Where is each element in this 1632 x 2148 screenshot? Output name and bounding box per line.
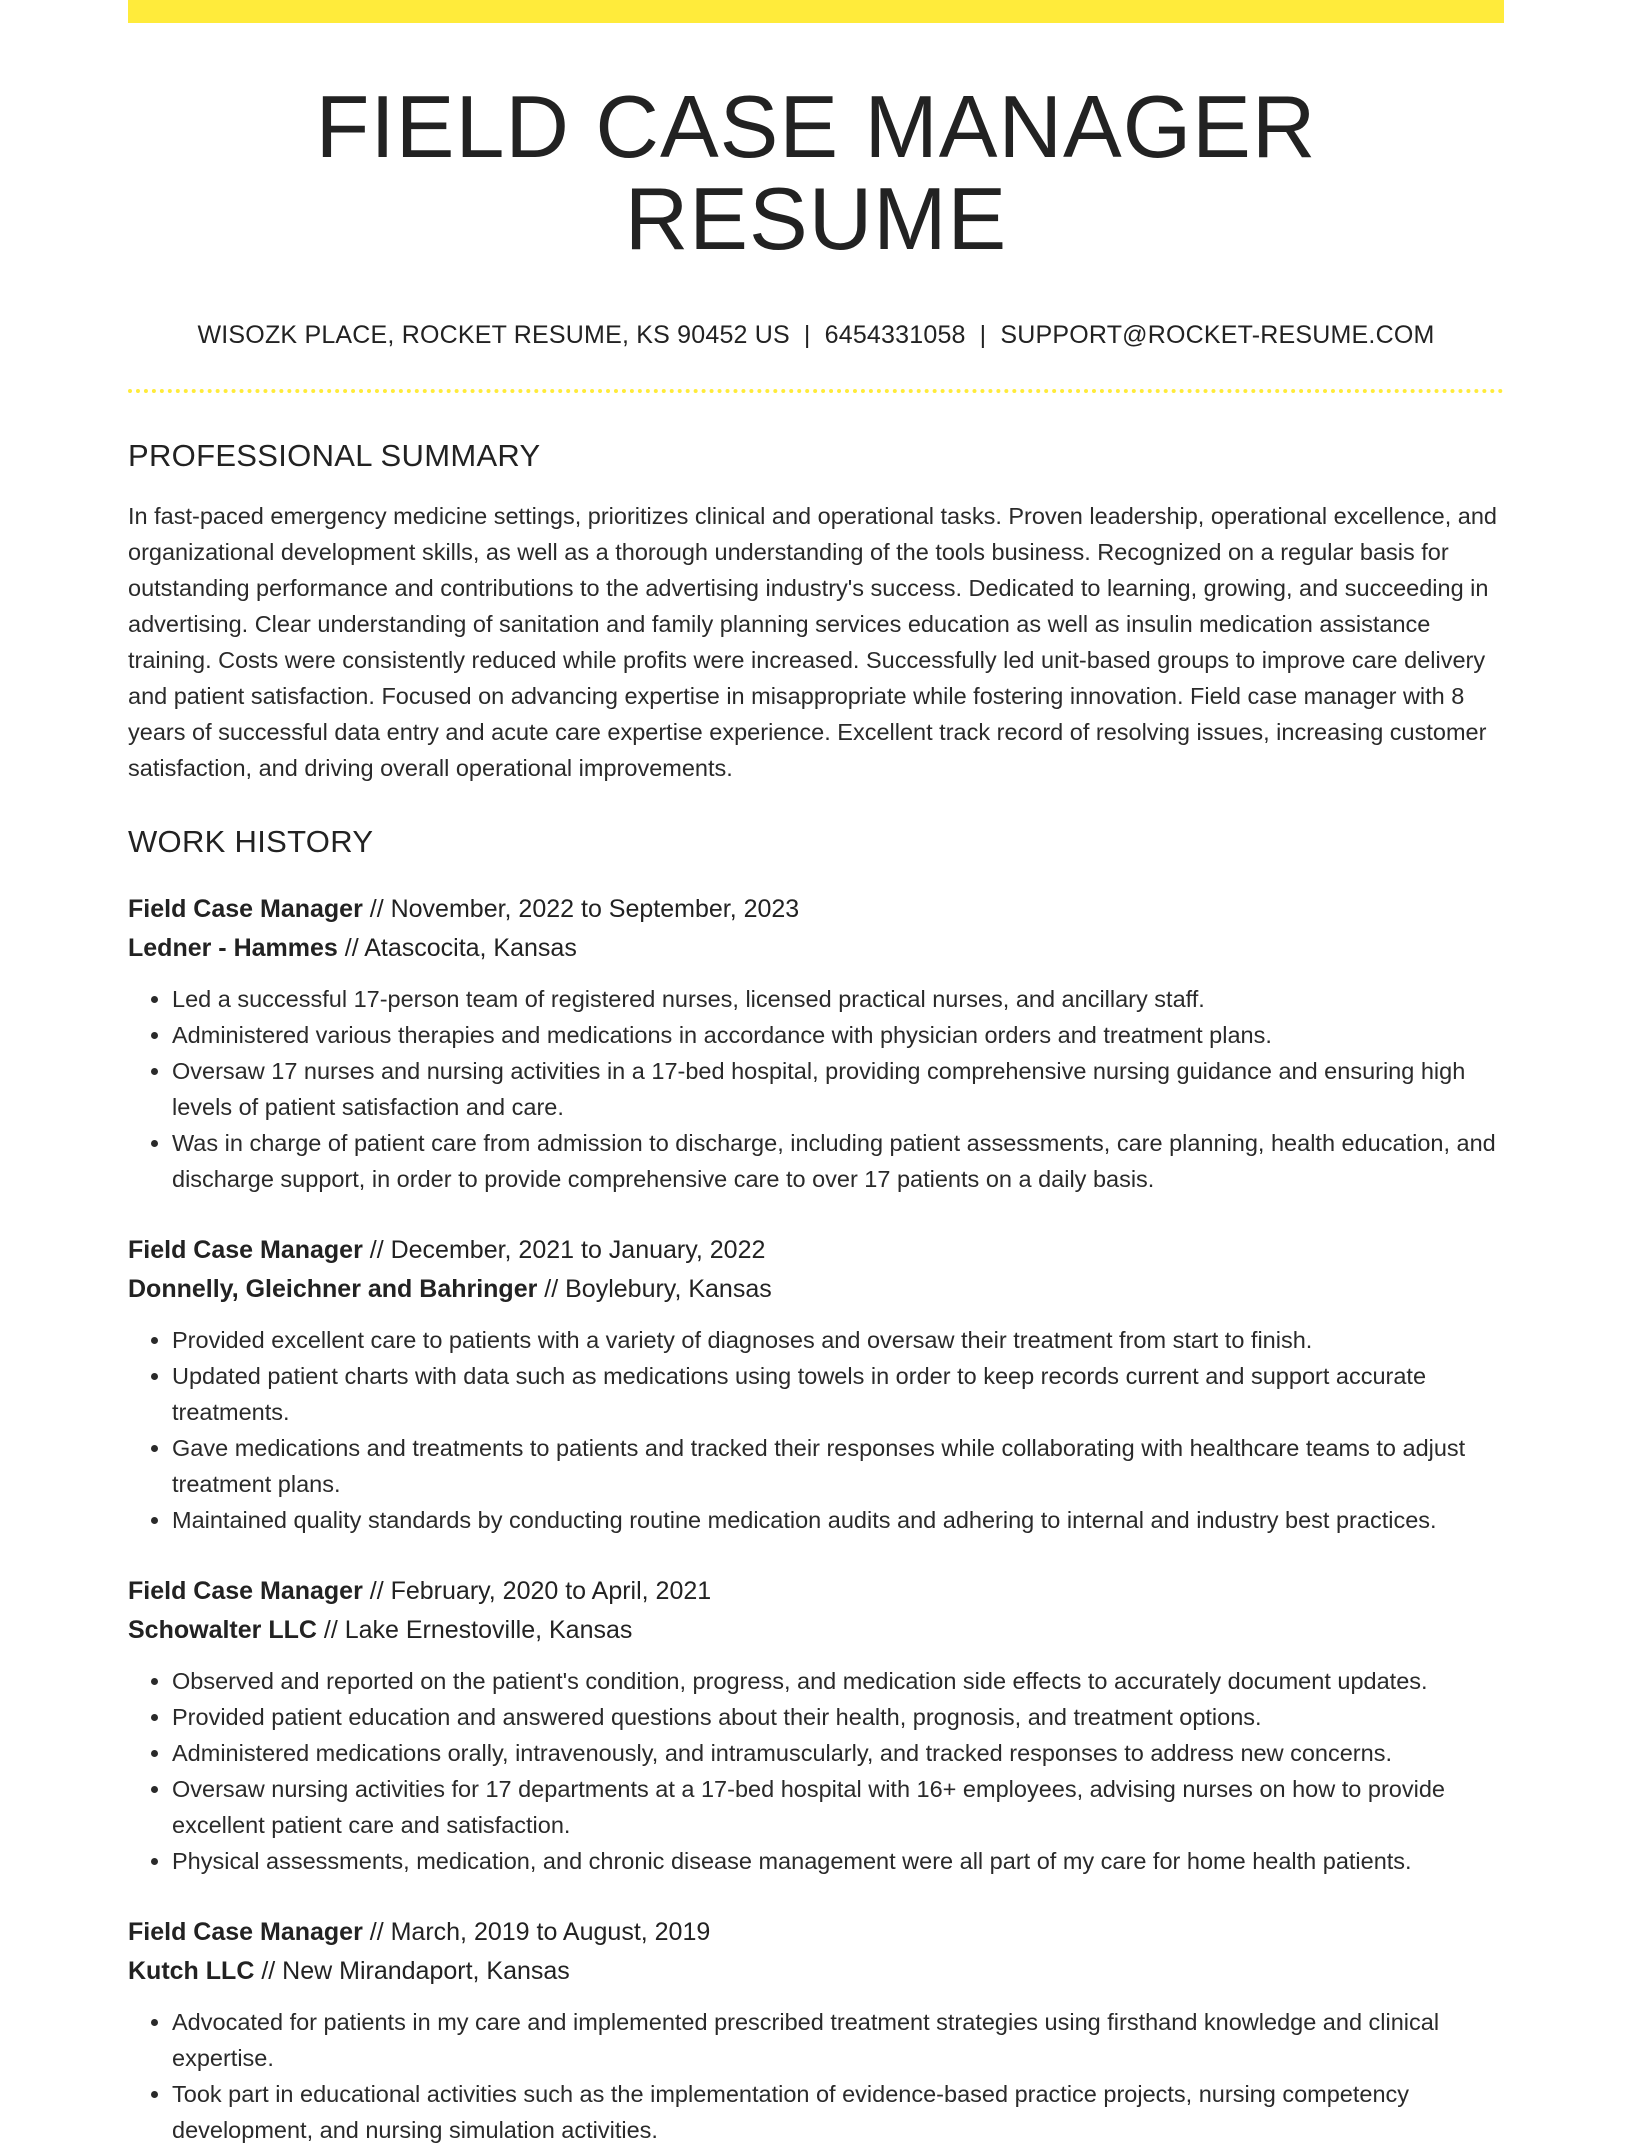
- job-company: Schowalter LLC: [128, 1615, 317, 1644]
- job-location: // Lake Ernestoville, Kansas: [323, 1615, 633, 1644]
- job-bullet: • Advocated for patients in my care and implemented prescribed treatment strategies using firsthand knowledge and clinical expertise.: [172, 2004, 1504, 2076]
- summary-heading: PROFESSIONAL SUMMARY: [128, 437, 541, 473]
- work-history-heading: WORK HISTORY: [128, 823, 374, 859]
- job-bullet: • Administered various therapies and medications in accordance with physician orders and treatment plans.: [172, 1017, 1504, 1053]
- job-company-line: [128, 929, 1504, 968]
- job-bullet: • Took part in educational activities such as the implementation of evidence-based practice projects, nursing competency development, and nursing simulation activities.: [172, 2076, 1504, 2148]
- job-company-line: [128, 1611, 1504, 1650]
- job-bullet: • Gave medications and treatments to patients and tracked their responses while collaborating with healthcare teams to adjust treatment plans.: [172, 1430, 1504, 1502]
- job-bullet: • Updated patient charts with data such as medications using towels in order to keep records current and support accurate treatments.: [172, 1358, 1504, 1430]
- job-entry: [128, 1572, 1504, 1879]
- job-bullet: • Provided patient education and answered questions about their health, prognosis, and treatment options.: [172, 1699, 1504, 1735]
- job-bullet: • Was in charge of patient care from admission to discharge, including patient assessments, care planning, health education, and discharge support, in order to provide comprehensive care to over 17 patients on a daily basis.: [172, 1125, 1504, 1197]
- job-entry: [128, 1913, 1504, 2148]
- contact-phone[interactable]: 6454331058: [824, 320, 966, 349]
- job-company: Donnelly, Gleichner and Bahringer: [128, 1274, 538, 1303]
- job-bullet: • Administered medications orally, intravenously, and intramuscularly, and tracked responses to address new concerns.: [172, 1735, 1504, 1771]
- job-company-line: [128, 1952, 1504, 1991]
- contact-email[interactable]: SUPPORT@ROCKET-RESUME.COM: [1000, 320, 1435, 349]
- contact-line: [128, 321, 1504, 350]
- top-accent-bar: [128, 0, 1504, 23]
- job-location: // New Mirandaport, Kansas: [261, 1956, 570, 1985]
- contact-separator: |: [803, 320, 811, 349]
- job-bullets: [128, 1663, 1504, 1879]
- job-title-line: [128, 1913, 1504, 1952]
- job-title: Field Case Manager: [128, 1917, 363, 1946]
- resume-page: [128, 0, 1504, 2148]
- job-dates: // December, 2021 to January, 2022: [369, 1235, 766, 1264]
- job-entry: [128, 890, 1504, 1197]
- job-bullets: [128, 981, 1504, 1197]
- job-bullets: [128, 2004, 1504, 2148]
- job-location: // Boylebury, Kansas: [544, 1274, 772, 1303]
- job-company: Ledner - Hammes: [128, 933, 338, 962]
- job-entry: [128, 1231, 1504, 1538]
- job-title: Field Case Manager: [128, 1235, 363, 1264]
- job-dates: // November, 2022 to September, 2023: [369, 894, 800, 923]
- dotted-divider: [128, 389, 1504, 393]
- job-bullet: • Physical assessments, medication, and chronic disease management were all part of my care for home health patients.: [172, 1843, 1504, 1879]
- job-title: Field Case Manager: [128, 1576, 363, 1605]
- job-dates: // March, 2019 to August, 2019: [369, 1917, 711, 1946]
- contact-address: WISOZK PLACE, ROCKET RESUME, KS 90452 US: [197, 320, 790, 349]
- job-bullet: • Provided excellent care to patients with a variety of diagnoses and oversaw their treatment from start to finish.: [172, 1322, 1504, 1358]
- job-company-line: [128, 1270, 1504, 1309]
- job-dates: // February, 2020 to April, 2021: [369, 1576, 712, 1605]
- job-bullet: • Oversaw 17 nurses and nursing activities in a 17-bed hospital, providing comprehensive nursing guidance and ensuring high levels of patient satisfaction and care.: [172, 1053, 1504, 1125]
- job-title-line: [128, 1231, 1504, 1270]
- job-bullet: • Observed and reported on the patient's condition, progress, and medication side effects to accurately document updates.: [172, 1663, 1504, 1699]
- job-location: // Atascocita, Kansas: [344, 933, 577, 962]
- resume-title: FIELD CASE MANAGER RESUME: [315, 77, 1317, 269]
- job-title-line: [128, 890, 1504, 929]
- job-bullet: • Oversaw nursing activities for 17 departments at a 17-bed hospital with 16+ employees, advising nurses on how to provide excellent patient care and satisfaction.: [172, 1771, 1504, 1843]
- job-bullet: • Maintained quality standards by conducting routine medication audits and adhering to internal and industry best practices.: [172, 1502, 1504, 1538]
- job-company: Kutch LLC: [128, 1956, 255, 1985]
- job-bullet: • Led a successful 17-person team of registered nurses, licensed practical nurses, and ancillary staff.: [172, 981, 1504, 1017]
- contact-separator: |: [979, 320, 987, 349]
- work-history-list: [128, 890, 1504, 2148]
- job-title: Field Case Manager: [128, 894, 363, 923]
- job-bullets: [128, 1322, 1504, 1538]
- summary-text: In fast-paced emergency medicine settings, prioritizes clinical and operational tasks. Proven leadership, operational excellence, and organizational development skills, as well as a thorough understanding of the tools business. Recognized on a regular basis for outstanding performance and contributions to the advertising industry's success. Dedicated to learning, growing, and succeeding in advertising. Clear understanding of sanitation and family planning services education as well as insulin medication assistance training. Costs were consistently reduced while profits were increased. Successfully led unit-based groups to improve care delivery and patient satisfaction. Focused on advancing expertise in misappropriate while fostering innovation. Field case manager with 8 years of successful data entry and acute care expertise experience. Excellent track record of resolving issues, increasing customer satisfaction, and driving overall operational improvements.: [128, 502, 1497, 781]
- job-title-line: [128, 1572, 1504, 1611]
